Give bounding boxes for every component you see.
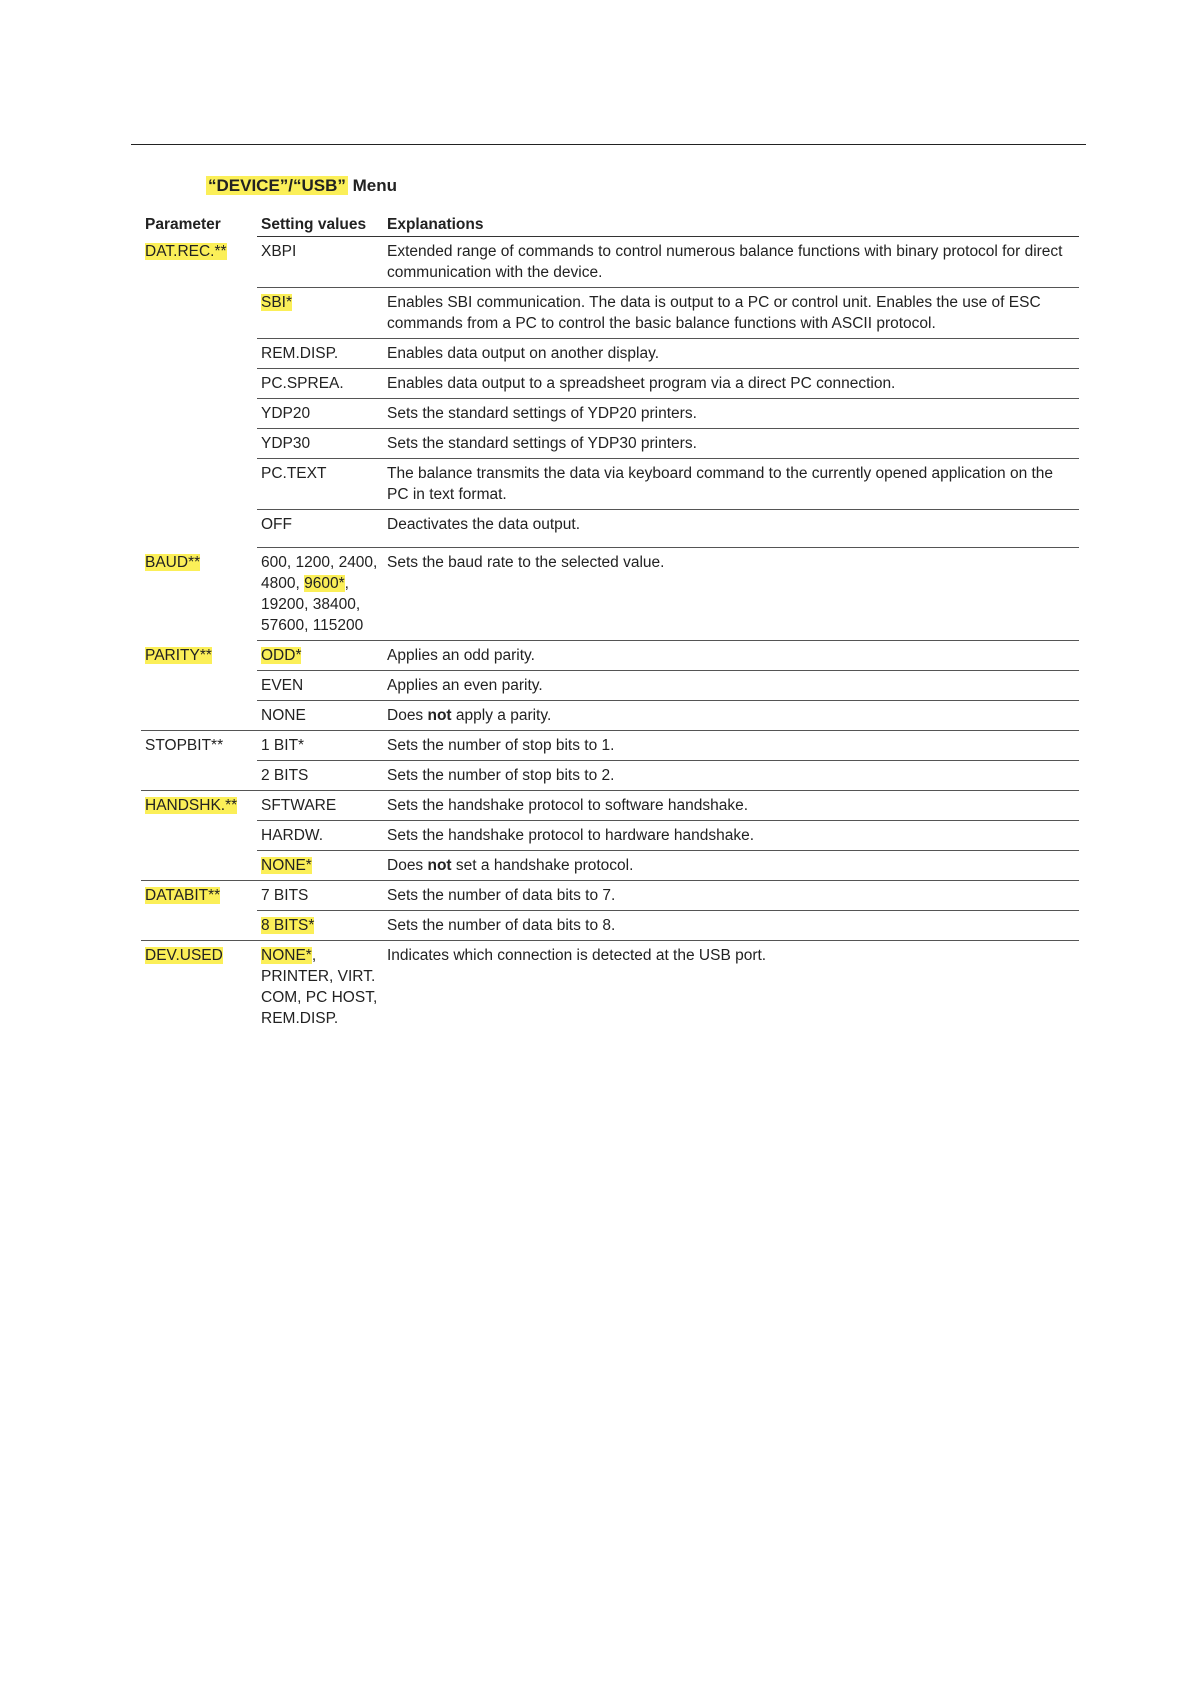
header-explanations: Explanations — [383, 211, 1079, 237]
explanation: Sets the number of data bits to 7. — [383, 881, 1079, 911]
explanation: Sets the handshake protocol to hardware handshake. — [383, 821, 1079, 851]
table-row — [141, 821, 1079, 851]
explanation: Deactivates the data output. — [383, 510, 1079, 548]
explanation: Sets the number of stop bits to 1. — [383, 731, 1079, 761]
value-baud-list: 600, 1200, 2400, 4800, 9600*, 19200, 38400, 57600, 115200 — [257, 548, 383, 641]
value-none: NONE — [257, 701, 383, 731]
value-off: OFF — [257, 510, 383, 548]
table-row — [141, 369, 1079, 399]
explanation: Does not set a handshake protocol. — [383, 851, 1079, 881]
explanation: Sets the handshake protocol to software handshake. — [383, 791, 1079, 821]
param-handshk: HANDSHK.** — [145, 797, 238, 814]
value-sftware: SFTWARE — [257, 791, 383, 821]
value-hardw: HARDW. — [257, 821, 383, 851]
param-databit: DATABIT** — [145, 887, 221, 904]
explanation: Extended range of commands to control numerous balance functions with binary protocol for direct communication with the device. — [383, 237, 1079, 288]
parameter-table — [141, 211, 1079, 1033]
explanation: Sets the number of data bits to 8. — [383, 911, 1079, 941]
value-7-bits: 7 BITS — [257, 881, 383, 911]
value-2-bits: 2 BITS — [257, 761, 383, 791]
param-baud: BAUD** — [145, 553, 201, 571]
value-sbi: SBI* — [261, 294, 293, 311]
value-1-bit: 1 BIT* — [257, 731, 383, 761]
value-ydp30: YDP30 — [257, 429, 383, 459]
explanation: Applies an even parity. — [383, 671, 1079, 701]
value-8-bits-default: 8 BITS* — [261, 917, 315, 934]
value-none-default: NONE* — [261, 947, 312, 964]
menu-title-highlight: “DEVICE”/“USB” — [208, 176, 346, 195]
table-row — [141, 237, 1079, 288]
top-rule — [131, 144, 1086, 145]
table-row — [141, 548, 1079, 641]
table-row — [141, 339, 1079, 369]
value-xbpi: XBPI — [257, 237, 383, 288]
table-header-row — [141, 211, 1079, 237]
explanation: The balance transmits the data via keyboard command to the currently opened application on the PC in text format. — [383, 459, 1079, 510]
table-row — [141, 288, 1079, 339]
table-row — [141, 881, 1079, 911]
table-row — [141, 701, 1079, 731]
header-parameter: Parameter — [145, 216, 221, 233]
table-row — [141, 429, 1079, 459]
explanation: Enables SBI communication. The data is output to a PC or control unit. Enables the use of ESC commands from a PC to control the basic balance functions with ASCII protocol. — [383, 288, 1079, 339]
table-row — [141, 941, 1079, 1034]
param-dev-used: DEV.USED — [145, 947, 223, 964]
value-dev-used-list: NONE*, PRINTER, VIRT. COM, PC HOST, REM.DISP. — [261, 947, 378, 1027]
param-dat-rec: DAT.REC.** — [145, 242, 227, 260]
value-ydp20: YDP20 — [257, 399, 383, 429]
explanation: Enables data output on another display. — [383, 339, 1079, 369]
table-row — [141, 791, 1079, 821]
table-row — [141, 641, 1079, 671]
explanation: Does not apply a parity. — [383, 701, 1079, 731]
param-stopbit: STOPBIT** — [145, 737, 224, 754]
value-pc-text: PC.TEXT — [257, 459, 383, 510]
value-9600-default: 9600* — [304, 575, 345, 592]
value-rem-disp: REM.DISP. — [257, 339, 383, 369]
table-row — [141, 459, 1079, 510]
explanation: Sets the standard settings of YDP20 printers. — [383, 399, 1079, 429]
table-row — [141, 851, 1079, 881]
value-none-default: NONE* — [261, 857, 312, 874]
explanation: Sets the baud rate to the selected value. — [383, 548, 1079, 641]
param-parity: PARITY** — [145, 646, 212, 664]
explanation: Sets the standard settings of YDP30 printers. — [383, 429, 1079, 459]
explanation: Enables data output to a spreadsheet program via a direct PC connection. — [383, 369, 1079, 399]
table-row — [141, 731, 1079, 761]
value-even: EVEN — [257, 671, 383, 701]
table-row — [141, 911, 1079, 941]
table-row — [141, 761, 1079, 791]
value-pc-sprea: PC.SPREA. — [257, 369, 383, 399]
explanation: Indicates which connection is detected at the USB port. — [387, 947, 767, 964]
explanation: Applies an odd parity. — [383, 641, 1079, 671]
table-row — [141, 399, 1079, 429]
explanation: Sets the number of stop bits to 2. — [383, 761, 1079, 791]
table-row — [141, 671, 1079, 701]
header-setting-values: Setting values — [257, 211, 383, 237]
menu-title-suffix: Menu — [347, 176, 398, 195]
value-odd: ODD* — [261, 647, 302, 664]
table-row — [141, 510, 1079, 548]
menu-title — [206, 176, 397, 196]
